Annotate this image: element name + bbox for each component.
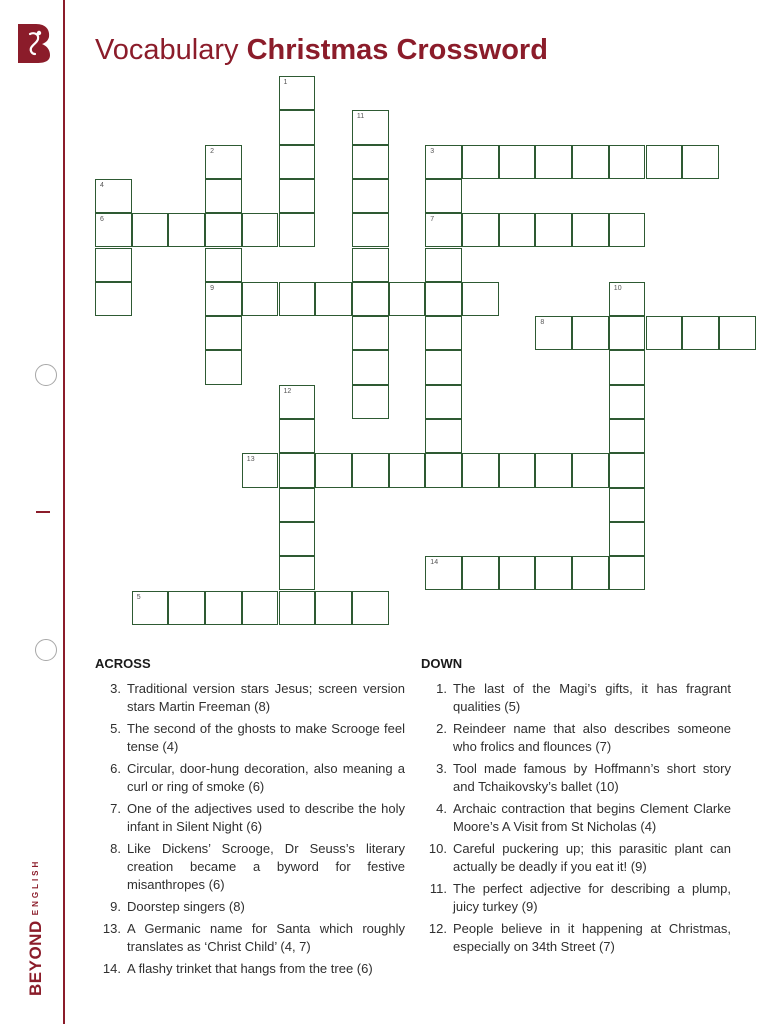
brand-vertical-wordmark — [26, 859, 46, 996]
crossword-cell[interactable] — [279, 522, 316, 556]
crossword-cell[interactable] — [352, 385, 389, 419]
clue-text: Traditional version stars Jesus; screen version stars Martin Freeman (8) — [127, 681, 405, 714]
crossword-cell[interactable] — [609, 316, 646, 350]
across-heading: ACROSS — [95, 656, 151, 671]
crossword-cell[interactable] — [572, 453, 609, 487]
crossword-cell[interactable] — [535, 556, 572, 590]
crossword-cell[interactable] — [609, 556, 646, 590]
crossword-cell[interactable] — [315, 453, 352, 487]
clue-number: 9. — [110, 899, 121, 914]
clue-number: 13. — [102, 921, 121, 936]
crossword-cell[interactable] — [609, 145, 646, 179]
down-clue — [421, 800, 731, 836]
crossword-cell[interactable] — [279, 419, 316, 453]
clue-number: 6. — [110, 761, 121, 776]
clue-text: A Germanic name for Santa which roughly translates as ‘Christ Child’ (4, 7) — [127, 921, 405, 954]
crossword-cell[interactable] — [609, 488, 646, 522]
crossword-cell[interactable] — [572, 556, 609, 590]
crossword-cell[interactable] — [352, 213, 389, 247]
clue-text: Archaic contraction that begins Clement Clarke Moore’s A Visit from St Nicholas (4) — [453, 801, 731, 834]
crossword-cell[interactable] — [609, 419, 646, 453]
crossword-cell[interactable] — [462, 556, 499, 590]
clue-number: 12. — [428, 921, 447, 936]
crossword-cell[interactable] — [205, 316, 242, 350]
crossword-cell[interactable] — [279, 282, 316, 316]
down-clues — [421, 680, 731, 960]
crossword-cell[interactable] — [352, 591, 389, 625]
clue-number: 9 — [210, 284, 214, 292]
crossword-cell[interactable] — [205, 248, 242, 282]
crossword-cell[interactable] — [205, 350, 242, 384]
clue-number: 12 — [283, 387, 292, 395]
clue-number: 11. — [429, 881, 447, 896]
crossword-cell[interactable] — [609, 522, 646, 556]
clue-text: The perfect adjective for describing a plump, juicy turkey (9) — [453, 881, 731, 914]
clue-text: Doorstep singers (8) — [127, 899, 245, 914]
crossword-cell[interactable] — [95, 179, 132, 213]
down-heading: DOWN — [421, 656, 463, 671]
crossword-cell[interactable] — [95, 248, 132, 282]
clue-number: 7 — [430, 216, 435, 224]
crossword-cell[interactable] — [425, 350, 462, 384]
crossword-cell[interactable] — [425, 282, 462, 316]
crossword-cell[interactable] — [609, 385, 646, 419]
crossword-cell[interactable] — [132, 213, 169, 247]
title-bold: Christmas Crossword — [246, 34, 548, 66]
crossword-cell[interactable] — [205, 213, 242, 247]
crossword-cell[interactable] — [352, 145, 389, 179]
clue-number: 4 — [100, 181, 104, 189]
clue-number: 13 — [246, 456, 255, 464]
crossword-cell[interactable] — [279, 556, 316, 590]
across-clue — [95, 920, 405, 956]
clue-text: The second of the ghosts to make Scrooge feel tense (4) — [127, 721, 405, 754]
clue-number: 5 — [136, 593, 141, 601]
crossword-cell[interactable] — [682, 145, 719, 179]
crossword-cell[interactable] — [352, 110, 389, 144]
crossword-cell[interactable] — [168, 213, 205, 247]
crossword-cell[interactable] — [572, 213, 609, 247]
crossword-cell[interactable] — [279, 76, 316, 110]
across-clues — [95, 680, 405, 982]
crossword-cell[interactable] — [572, 145, 609, 179]
down-clue — [421, 920, 731, 956]
crossword-cell[interactable] — [535, 145, 572, 179]
crossword-cell[interactable] — [205, 145, 242, 179]
clue-number: 7. — [110, 801, 121, 816]
across-clue — [95, 720, 405, 756]
clue-text: The last of the Magi’s gifts, it has fragrant qualities (5) — [453, 681, 731, 714]
crossword-cell[interactable] — [646, 316, 683, 350]
crossword-cell[interactable] — [572, 316, 609, 350]
crossword-cell[interactable] — [499, 453, 536, 487]
punch-hole-bottom — [35, 639, 57, 661]
across-clue — [95, 960, 405, 978]
crossword-cell[interactable] — [352, 350, 389, 384]
down-clue — [421, 720, 731, 756]
crossword-cell[interactable] — [205, 591, 242, 625]
crossword-cell[interactable] — [462, 145, 499, 179]
crossword-cell[interactable] — [352, 316, 389, 350]
clue-number: 3 — [430, 147, 435, 155]
clue-number: 8 — [540, 319, 545, 327]
crossword-cell[interactable] — [425, 213, 462, 247]
clue-text: Tool made famous by Hoffmann’s short story and Tchaikovsky’s ballet (10) — [453, 761, 731, 794]
clue-text: Careful puckering up; this parasitic plant can actually be deadly if you eat it! (9) — [453, 841, 731, 874]
crossword-cell[interactable] — [462, 453, 499, 487]
clue-number: 3. — [110, 681, 121, 696]
crossword-cell[interactable] — [425, 179, 462, 213]
across-clue — [95, 800, 405, 836]
clue-text: Circular, door-hung decoration, also meaning a curl or ring of smoke (6) — [127, 761, 405, 794]
crossword-cell[interactable] — [352, 179, 389, 213]
crossword-cell[interactable] — [279, 145, 316, 179]
across-clue — [95, 680, 405, 716]
crossword-cell[interactable] — [462, 282, 499, 316]
crossword-cell[interactable] — [425, 419, 462, 453]
crossword-cell[interactable] — [352, 248, 389, 282]
clue-number: 2. — [436, 721, 447, 736]
clue-text: People believe in it happening at Christmas, especially on 34th Street (7) — [453, 921, 731, 954]
crossword-cell[interactable] — [95, 282, 132, 316]
crossword-cell[interactable] — [425, 316, 462, 350]
crossword-cell[interactable] — [205, 179, 242, 213]
crossword-cell[interactable] — [279, 453, 316, 487]
clue-number: 4. — [436, 801, 447, 816]
crossword-cell[interactable] — [279, 591, 316, 625]
clue-number: 1 — [283, 79, 288, 86]
down-clue — [421, 840, 731, 876]
clue-number: 1. — [436, 681, 447, 696]
brand-name: BEYOND — [26, 920, 45, 996]
crossword-cell[interactable] — [646, 145, 683, 179]
crossword-cell[interactable] — [719, 316, 756, 350]
crossword-cell[interactable] — [535, 453, 572, 487]
crossword-cell[interactable] — [499, 145, 536, 179]
clue-text: Reindeer name that also describes someone who frolics and flounces (7) — [453, 721, 731, 754]
crossword-cell[interactable] — [425, 248, 462, 282]
across-clue — [95, 898, 405, 916]
crossword-cell[interactable] — [609, 213, 646, 247]
clue-number: 14. — [102, 961, 121, 976]
crossword-cell[interactable] — [535, 213, 572, 247]
clue-number: 10 — [613, 284, 622, 292]
crossword-cell[interactable] — [425, 145, 462, 179]
clue-number: 10. — [428, 841, 447, 856]
clue-number: 5. — [110, 721, 121, 736]
crossword-cell[interactable] — [609, 282, 646, 316]
crossword-cell[interactable] — [242, 453, 279, 487]
crossword-cell[interactable] — [132, 591, 169, 625]
crossword-cell[interactable] — [609, 453, 646, 487]
crossword-cell[interactable] — [499, 556, 536, 590]
crossword-cell[interactable] — [242, 213, 279, 247]
crossword-cell[interactable] — [352, 453, 389, 487]
crossword-cell[interactable] — [425, 385, 462, 419]
clue-text: A flashy trinket that hangs from the tree (6) — [127, 961, 373, 976]
title-regular: Vocabulary — [95, 34, 239, 66]
crossword-cell[interactable] — [499, 213, 536, 247]
crossword-cell[interactable] — [279, 110, 316, 144]
crossword-cell[interactable] — [425, 556, 462, 590]
across-clue — [95, 760, 405, 796]
down-clue — [421, 880, 731, 916]
down-clue — [421, 680, 731, 716]
crossword-cell[interactable] — [352, 282, 389, 316]
across-clue — [95, 840, 405, 894]
crossword-cell[interactable] — [609, 350, 646, 384]
crossword-cell[interactable] — [95, 213, 132, 247]
crossword-cell[interactable] — [682, 316, 719, 350]
crossword-cell[interactable] — [389, 282, 426, 316]
crossword-cell[interactable] — [389, 453, 426, 487]
crossword-cell[interactable] — [279, 385, 316, 419]
crossword-cell[interactable] — [535, 316, 572, 350]
crossword-cell[interactable] — [279, 213, 316, 247]
crossword-cell[interactable] — [315, 282, 352, 316]
brand-sub: ENGLISH — [31, 858, 40, 916]
down-clue — [421, 760, 731, 796]
clue-number: 2 — [210, 147, 214, 155]
crossword-cell[interactable] — [242, 282, 279, 316]
clue-number: 14 — [430, 559, 439, 567]
crossword-cell[interactable] — [425, 453, 462, 487]
crossword-cell[interactable] — [315, 591, 352, 625]
crossword-cell[interactable] — [205, 282, 242, 316]
crossword-cell[interactable] — [279, 488, 316, 522]
clue-number: 8. — [110, 841, 121, 856]
crossword-cell[interactable] — [242, 591, 279, 625]
clue-text: Like Dickens’ Scrooge, Dr Seuss’s literary creation became a byword for festive misanthropes (6) — [127, 841, 405, 892]
crossword-cell[interactable] — [462, 213, 499, 247]
clue-number: 3. — [436, 761, 447, 776]
clue-number: 6 — [100, 216, 104, 224]
crossword-cell[interactable] — [279, 179, 316, 213]
crossword-cell[interactable] — [168, 591, 205, 625]
clue-text: One of the adjectives used to describe the holy infant in Silent Night (6) — [127, 801, 405, 834]
clue-number: 11 — [356, 113, 365, 121]
